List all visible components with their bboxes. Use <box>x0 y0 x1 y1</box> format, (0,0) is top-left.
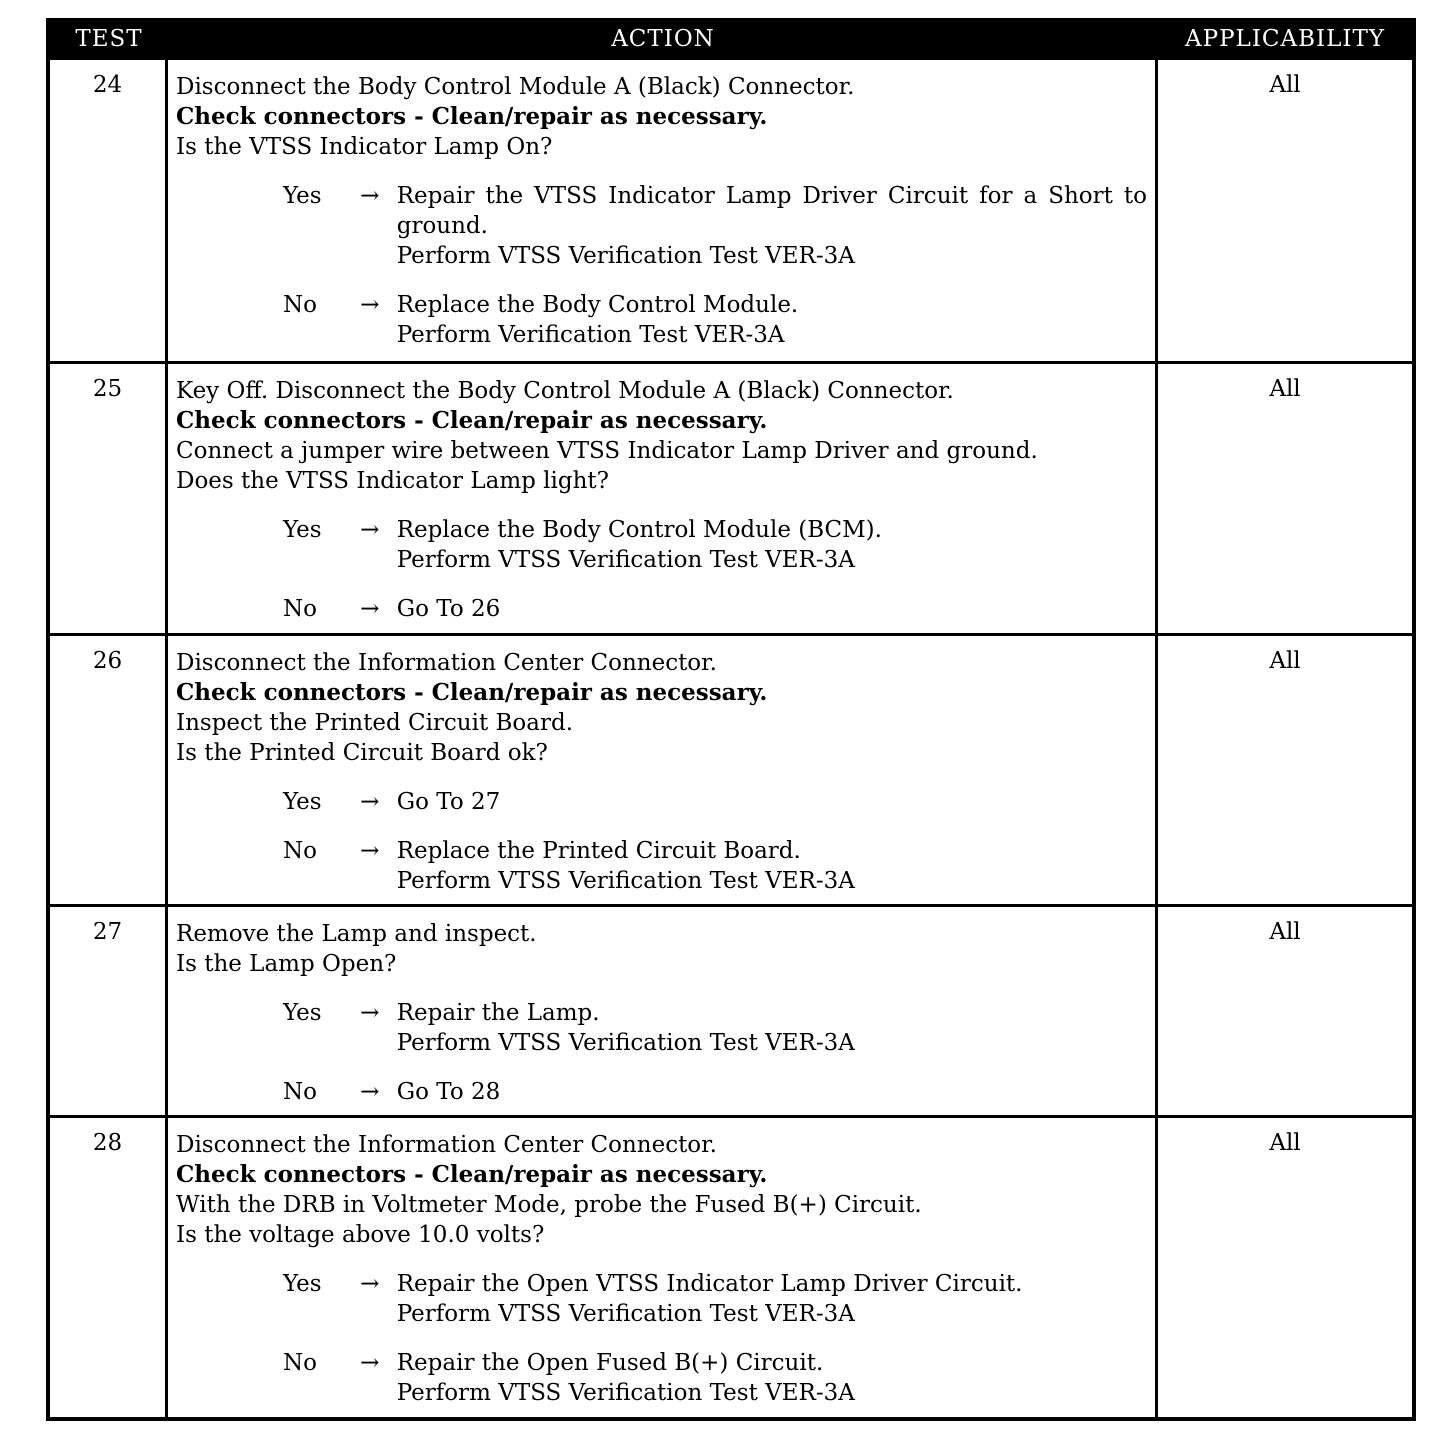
table-row <box>50 904 1412 1115</box>
table-row <box>50 633 1412 904</box>
action-cell <box>168 60 1158 361</box>
right-arrow-icon: → <box>360 789 380 815</box>
action-instruction-bold: Check connectors - Clean/repair as necessary. <box>176 407 768 434</box>
no-result <box>397 836 1147 896</box>
header-action: ACTION <box>611 26 715 52</box>
no-branch <box>283 836 1147 896</box>
yes-label: Yes <box>283 1271 322 1297</box>
right-arrow-icon: → <box>360 1271 380 1297</box>
action-instruction-bold: Check connectors - Clean/repair as necessary. <box>176 1161 768 1188</box>
yes-result <box>397 787 1147 817</box>
no-branch <box>283 1077 1147 1107</box>
test-number: 24 <box>50 60 168 361</box>
no-label: No <box>283 1350 317 1376</box>
action-instruction: Remove the Lamp and inspect. <box>176 921 537 947</box>
action-cell <box>168 364 1158 633</box>
action-instruction: Is the voltage above 10.0 volts? <box>176 1222 545 1248</box>
yes-branch <box>283 1269 1147 1329</box>
result-line: Perform VTSS Verification Test VER-3A <box>396 1301 855 1327</box>
yes-result <box>397 181 1147 271</box>
result-line: Perform VTSS Verification Test VER-3A <box>396 547 855 573</box>
result-line: Perform VTSS Verification Test VER-3A <box>396 868 855 894</box>
result-line: Perform VTSS Verification Test VER-3A <box>396 1030 855 1056</box>
no-label: No <box>283 596 317 622</box>
right-arrow-icon: → <box>360 292 380 318</box>
applicability: All <box>1269 72 1301 98</box>
table-header <box>50 18 1412 60</box>
yes-label: Yes <box>283 183 322 209</box>
no-result <box>397 1348 1147 1408</box>
action-instruction: Connect a jumper wire between VTSS Indicator Lamp Driver and ground. <box>176 438 1038 464</box>
right-arrow-icon: → <box>360 183 380 209</box>
right-arrow-icon: → <box>360 1079 380 1105</box>
result-line: Go To 26 <box>396 596 501 622</box>
result-line: Replace the Body Control Module. <box>396 292 799 318</box>
action-instruction: Disconnect the Information Center Connector. <box>176 650 717 676</box>
no-branch <box>283 594 1147 624</box>
right-arrow-icon: → <box>360 838 380 864</box>
yes-label: Yes <box>283 517 322 543</box>
no-label: No <box>283 838 317 864</box>
header-applicability: APPLICABILITY <box>1185 26 1385 52</box>
yes-branch <box>283 515 1147 575</box>
result-line: Repair the VTSS Indicator Lamp Driver Circuit for a Short to ground. <box>396 183 1147 239</box>
test-number: 28 <box>50 1118 168 1417</box>
action-instruction: Is the VTSS Indicator Lamp On? <box>176 134 553 160</box>
result-line: Perform VTSS Verification Test VER-3A <box>396 243 855 269</box>
result-line: Perform VTSS Verification Test VER-3A <box>396 1380 855 1406</box>
header-test: TEST <box>75 26 143 52</box>
action-instruction: Inspect the Printed Circuit Board. <box>176 710 574 736</box>
right-arrow-icon: → <box>360 1000 380 1026</box>
result-line: Go To 28 <box>396 1079 501 1105</box>
result-line: Go To 27 <box>396 789 501 815</box>
no-result <box>397 594 1147 624</box>
result-line: Repair the Lamp. <box>396 1000 600 1026</box>
applicability: All <box>1269 376 1301 402</box>
action-cell <box>168 636 1158 904</box>
applicability: All <box>1269 1130 1301 1156</box>
no-branch <box>283 1348 1147 1408</box>
diagnostic-table <box>46 18 1416 1421</box>
applicability: All <box>1269 919 1301 945</box>
result-line: Perform Verification Test VER-3A <box>396 322 785 348</box>
yes-result <box>397 1269 1147 1329</box>
no-label: No <box>283 292 317 318</box>
action-instruction: Does the VTSS Indicator Lamp light? <box>176 468 609 494</box>
table-row <box>50 60 1412 361</box>
no-label: No <box>283 1079 317 1105</box>
yes-result <box>397 998 1147 1058</box>
action-instruction: Is the Printed Circuit Board ok? <box>176 740 548 766</box>
yes-branch <box>283 787 1147 817</box>
table-row <box>50 1115 1412 1417</box>
yes-label: Yes <box>283 1000 322 1026</box>
right-arrow-icon: → <box>360 517 380 543</box>
action-instruction-bold: Check connectors - Clean/repair as necessary. <box>176 679 768 706</box>
action-cell <box>168 907 1158 1115</box>
yes-branch <box>283 181 1147 271</box>
right-arrow-icon: → <box>360 596 380 622</box>
action-instruction: Is the Lamp Open? <box>176 951 397 977</box>
test-number: 25 <box>50 364 168 633</box>
result-line: Repair the Open VTSS Indicator Lamp Driver Circuit. <box>396 1271 1023 1297</box>
test-number: 26 <box>50 636 168 904</box>
yes-branch <box>283 998 1147 1058</box>
action-instruction-bold: Check connectors - Clean/repair as necessary. <box>176 103 768 130</box>
result-line: Repair the Open Fused B(+) Circuit. <box>396 1350 824 1376</box>
action-cell <box>168 1118 1158 1417</box>
no-result <box>397 1077 1147 1107</box>
action-instruction: Disconnect the Body Control Module A (Black) Connector. <box>176 74 855 100</box>
result-line: Replace the Body Control Module (BCM). <box>396 517 882 543</box>
applicability: All <box>1269 648 1301 674</box>
table-body <box>50 60 1412 1417</box>
action-instruction: With the DRB in Voltmeter Mode, probe the Fused B(+) Circuit. <box>176 1192 922 1218</box>
action-instruction: Key Off. Disconnect the Body Control Module A (Black) Connector. <box>176 378 954 404</box>
right-arrow-icon: → <box>360 1350 380 1376</box>
no-result <box>397 290 1147 350</box>
table-row <box>50 361 1412 633</box>
yes-result <box>397 515 1147 575</box>
no-branch <box>283 290 1147 350</box>
yes-label: Yes <box>283 789 322 815</box>
action-instruction: Disconnect the Information Center Connector. <box>176 1132 717 1158</box>
test-number: 27 <box>50 907 168 1115</box>
result-line: Replace the Printed Circuit Board. <box>396 838 801 864</box>
